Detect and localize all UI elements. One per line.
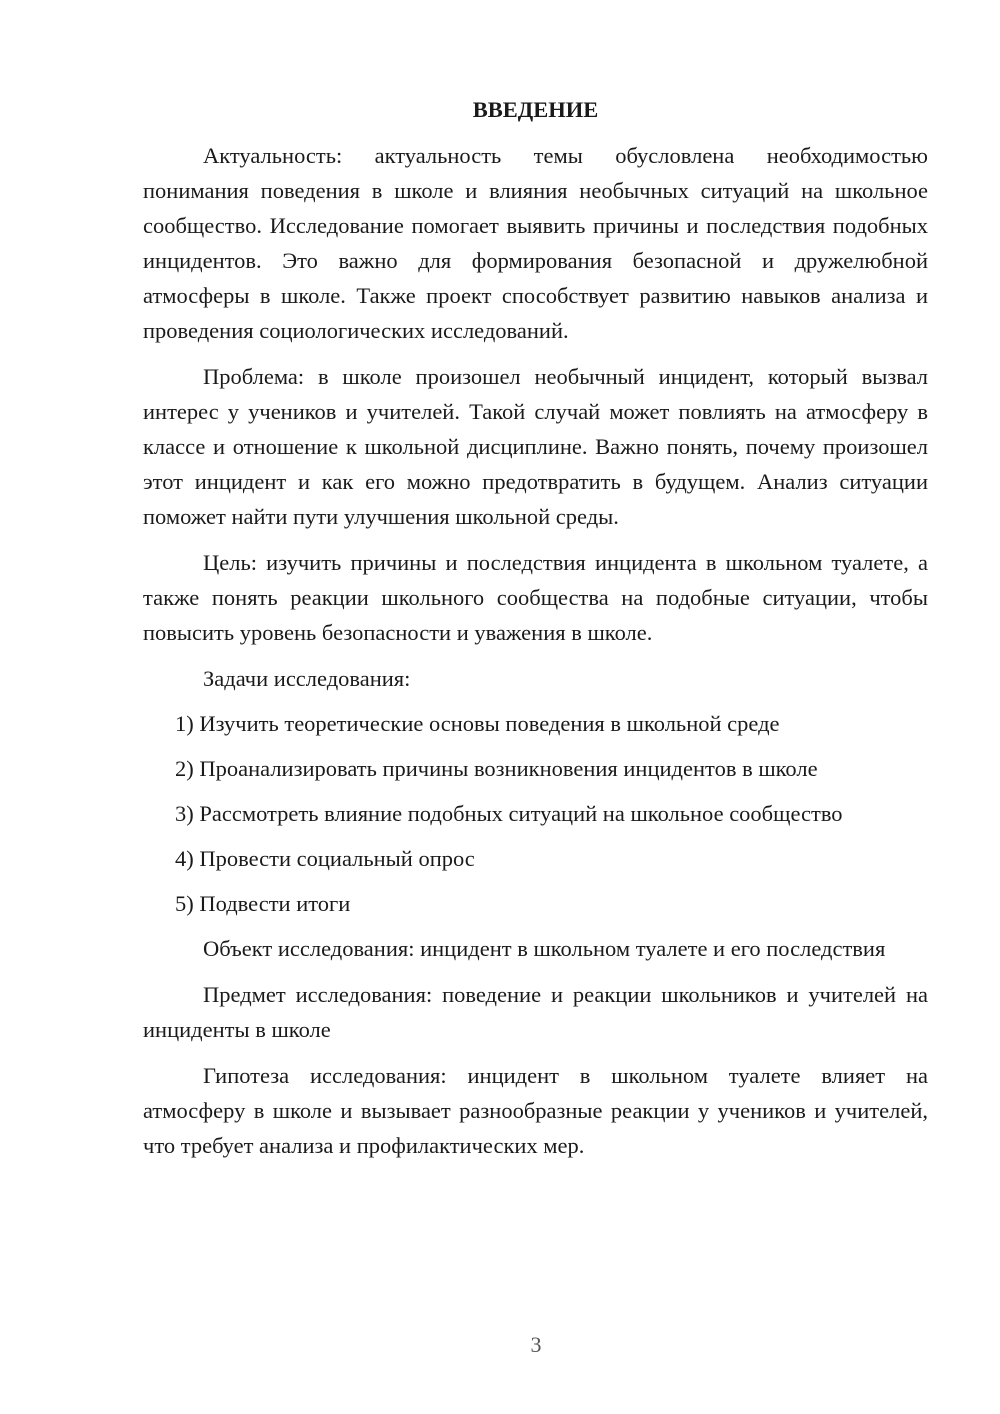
relevance-paragraph: Актуальность: актуальность темы обусловлена необходимостью понимания поведения в школе и влияния необычных ситуаций на школьное сообщество. Исследование помогает выявить причины и последствия подобных инцидентов. Это важно для формирования безопасной и дружелюбной атмосферы в школе. Также проект способствует развитию навыков анализа и проведения социологических исследований. xyxy=(143,143,928,343)
hypothesis-paragraph: Гипотеза исследования: инцидент в школьном туалете влияет на атмосферу в школе и вызывает разнообразные реакции у учеников и учителей, что требует анализа и профилактических мер. xyxy=(143,1063,928,1158)
object-paragraph: Объект исследования: инцидент в школьном туалете и его последствия xyxy=(203,936,886,961)
document-page xyxy=(143,92,928,1174)
page-number: 3 xyxy=(530,1332,542,1357)
tasks-heading: Задачи исследования: xyxy=(203,666,411,691)
subject-paragraph: Предмет исследования: поведение и реакции школьников и учителей на инциденты в школе xyxy=(143,982,928,1042)
tasks-list xyxy=(143,706,928,921)
task-item: 4) Провести социальный опрос xyxy=(175,846,475,871)
task-item: 3) Рассмотреть влияние подобных ситуаций на школьное сообщество xyxy=(175,801,843,826)
problem-paragraph: Проблема: в школе произошел необычный инцидент, который вызвал интерес у учеников и учителей. Такой случай может повлиять на атмосферу в классе и отношение к школьной дисциплине. Важно понять, почему произошел этот инцидент и как его можно предотвратить в будущем. Анализ ситуации поможет найти пути улучшения школьной среды. xyxy=(143,364,928,529)
task-item: 5) Подвести итоги xyxy=(175,891,351,916)
goal-paragraph: Цель: изучить причины и последствия инцидента в школьном туалете, а также понять реакции школьного сообщества на подобные ситуации, чтобы повысить уровень безопасности и уважения в школе. xyxy=(143,550,928,645)
section-heading: ВВЕДЕНИЕ xyxy=(472,97,599,122)
task-item: 1) Изучить теоретические основы поведения в школьной среде xyxy=(175,711,780,736)
task-item: 2) Проанализировать причины возникновения инцидентов в школе xyxy=(175,756,818,781)
